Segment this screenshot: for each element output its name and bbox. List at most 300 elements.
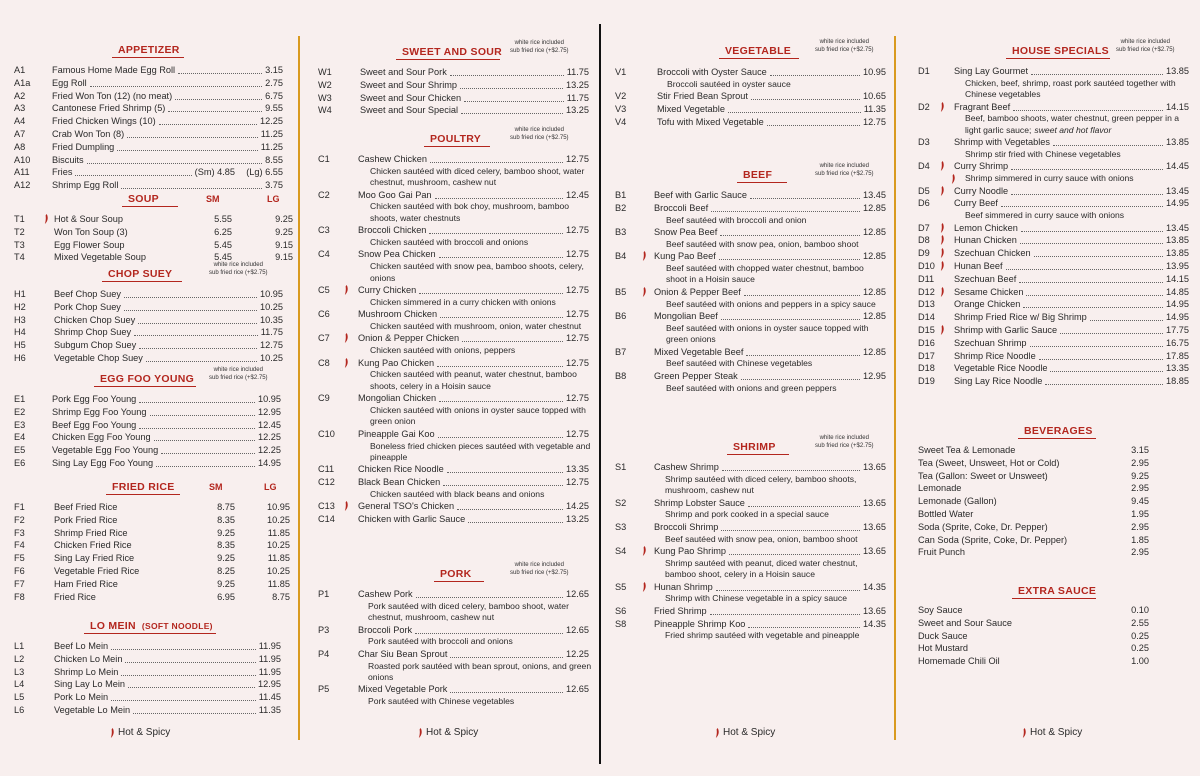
- item-name: Curry Beef: [954, 198, 998, 209]
- item-price: 12.85: [863, 251, 886, 262]
- section-header: [615, 39, 887, 61]
- section-title-text: EXTRA SAUCE: [1018, 585, 1097, 597]
- item-price: 10.25: [260, 301, 283, 312]
- item-name: Chicken Lo Mein: [54, 653, 123, 664]
- item-description-text: Beef, bamboo shoots, water chestnut, green pepper in a light garlic sauce;: [965, 113, 1180, 135]
- item-price: 14.15: [1166, 101, 1189, 112]
- menu-item-row: [918, 234, 1190, 247]
- rice-note: [510, 562, 569, 577]
- item-code: L6: [14, 704, 25, 715]
- menu-item-row: [918, 457, 1190, 470]
- item-list: [14, 393, 286, 470]
- item-description-text: Chicken sautéed with peanut, water chestnut, bamboo shoots, celery in a Hoisin sauce: [370, 369, 577, 391]
- item-price: 1.95: [1131, 508, 1149, 519]
- menu-column-2: [318, 0, 590, 776]
- section-title: [743, 169, 772, 181]
- item-name: Famous Home Made Egg Roll: [52, 65, 176, 75]
- menu-item-row: [918, 286, 1190, 299]
- item-code: S3: [615, 521, 627, 532]
- item-description-text: Pork sautéed with diced celery, bamboo shoot, water chestnut, mushroom, cashew nut: [368, 600, 569, 623]
- menu-item-row: [14, 406, 286, 419]
- menu-item-row: [918, 337, 1190, 350]
- menu-item-row: [14, 102, 286, 115]
- item-code: C2: [318, 189, 330, 200]
- item-price: 14.95: [258, 457, 281, 468]
- rice-note-line: white rice included: [514, 562, 564, 568]
- item-price: 12.95: [863, 370, 886, 381]
- item-name: Fragrant Beef: [954, 101, 1011, 112]
- item-name: Chicken with Garlic Sauce: [358, 514, 466, 525]
- item-name: Fried Chicken Wings (10): [52, 116, 156, 127]
- menu-item-row: [318, 624, 590, 637]
- item-name: Hunan Chicken: [954, 235, 1017, 246]
- item-code: D19: [918, 376, 935, 387]
- item-price: 13.85: [1166, 235, 1189, 246]
- item-price: 10.95: [258, 394, 281, 404]
- item-name: Chicken Chop Suey: [54, 314, 136, 325]
- item-code: C13: [318, 501, 335, 512]
- item-name: Sweet Tea & Lemonade: [918, 445, 1016, 455]
- menu-item-row: [918, 642, 1190, 655]
- item-name: Pork Chop Suey: [54, 301, 121, 312]
- menu-item-row: [918, 273, 1190, 286]
- item-name: Sing Lay Rice Noodle: [954, 376, 1043, 387]
- section-title-underline: [112, 57, 184, 58]
- item-code: E6: [14, 457, 26, 468]
- menu-item-row: [14, 166, 286, 179]
- item-list: [14, 64, 286, 192]
- item-price: 9.45: [1131, 496, 1149, 507]
- item-price: 13.65: [863, 605, 886, 616]
- item-code: D8: [918, 235, 930, 246]
- menu-item-row: [14, 239, 293, 252]
- item-code: A8: [14, 141, 26, 152]
- item-name: Pineapple Gai Koo: [358, 428, 435, 439]
- item-description: [368, 661, 592, 684]
- item-code: C12: [318, 477, 335, 488]
- item-name: Snow Pea Beef: [654, 227, 718, 237]
- item-name: Chicken Rice Noodle: [358, 464, 444, 475]
- item-name: Sweet and Sour Pork: [360, 67, 447, 77]
- menu-item-row: [918, 495, 1190, 508]
- section-egg-foo-young: [14, 367, 286, 470]
- chili-pepper-icon: [940, 325, 944, 334]
- item-price: 12.75: [566, 249, 589, 260]
- item-name: Snow Pea Chicken: [358, 249, 436, 260]
- item-code: D14: [918, 312, 935, 323]
- rice-note-line: white rice included: [514, 40, 564, 46]
- menu-item-row: [318, 153, 590, 166]
- item-description: [370, 166, 594, 189]
- section-title-text: POULTRY: [430, 133, 482, 145]
- item-code: L2: [14, 653, 25, 664]
- rice-note: [1116, 39, 1175, 54]
- menu-item-row: [918, 482, 1190, 495]
- menu-item-row: [918, 65, 1190, 78]
- item-description: [370, 201, 594, 224]
- item-name: Sing Lay Gourmet: [954, 66, 1029, 76]
- item-description-text: Shrimp with Chinese vegetable in a spicy sauce: [665, 593, 847, 604]
- menu-column-4: [918, 0, 1190, 776]
- item-code: H2: [14, 301, 26, 312]
- item-price: 14.95: [1166, 299, 1189, 310]
- item-name: Sweet and Sour Chicken: [360, 92, 462, 103]
- item-description: [965, 78, 1187, 101]
- item-name: Mixed Vegetable: [657, 104, 725, 114]
- rice-note: [815, 39, 874, 54]
- item-price: 12.75: [566, 285, 589, 296]
- item-price: 0.10: [1131, 605, 1149, 615]
- menu-item-row: [918, 247, 1190, 260]
- section-fried-rice: [14, 481, 290, 603]
- section-header: [14, 481, 286, 497]
- item-price: 6.75: [265, 90, 283, 101]
- section-beverages: [918, 425, 1190, 559]
- item-price: 12.95: [258, 679, 281, 690]
- menu-item-row: [318, 224, 590, 237]
- menu-item-row: [14, 419, 286, 432]
- section-title-underline: [84, 633, 216, 634]
- section-sweet-sour: [318, 40, 590, 117]
- item-name: Beef Lo Mein: [54, 641, 109, 651]
- item-code: D17: [918, 350, 935, 361]
- item-code: H1: [14, 289, 26, 299]
- item-description: [667, 79, 881, 90]
- item-code: F5: [14, 553, 25, 564]
- section-title-underline: [727, 454, 789, 455]
- section-pork: [318, 562, 592, 708]
- rice-note-line: sub fried rice (+$2.75): [1116, 46, 1175, 53]
- item-price: 11.45: [258, 692, 281, 703]
- menu-item-row: [918, 324, 1190, 337]
- item-price: 12.85: [863, 202, 886, 213]
- chili-pepper-icon: [940, 186, 944, 195]
- item-description-text: Pork sautéed with Chinese vegetables: [368, 696, 515, 707]
- item-price-lg: 10.95: [267, 502, 290, 512]
- chili-pepper-icon: [344, 358, 348, 367]
- section-title-text: HOUSE SPECIALS: [1012, 45, 1109, 57]
- menu-item-row: [14, 141, 286, 154]
- item-code: V2: [615, 91, 627, 102]
- item-code: D16: [918, 337, 935, 348]
- section-header: [318, 562, 590, 584]
- menu-item-row: [14, 578, 290, 591]
- item-description-text: Chicken sautéed with onions, peppers: [370, 345, 516, 356]
- item-name: Vegetable Chop Suey: [54, 352, 143, 363]
- item-name: Chicken Fried Rice: [54, 540, 132, 551]
- item-code: A2: [14, 90, 26, 101]
- item-code: C5: [318, 285, 330, 296]
- section-title: [100, 373, 194, 385]
- item-name: Shrimp Egg Foo Young: [52, 406, 147, 417]
- item-code: F8: [14, 591, 25, 602]
- rice-note-line: white rice included: [819, 435, 869, 441]
- item-name: Shrimp Lo Mein: [54, 666, 119, 677]
- item-name: Black Bean Chicken: [358, 477, 441, 488]
- menu-item-row: [14, 128, 286, 141]
- item-code: S8: [615, 618, 627, 629]
- rice-note-line: sub fried rice (+$2.75): [815, 46, 874, 53]
- item-description-text: Shrimp and pork cooked in a special sauce: [665, 509, 829, 520]
- menu-item-row: [615, 605, 887, 618]
- section-title-underline: [434, 581, 484, 582]
- section-title: [440, 568, 472, 580]
- item-name: Cashew Chicken: [358, 154, 427, 164]
- item-code: H6: [14, 352, 26, 363]
- menu-item-row: [14, 339, 286, 352]
- menu-item-row: [14, 314, 286, 327]
- item-name: Soy Sauce: [918, 605, 963, 615]
- item-name: Broccoli Pork: [358, 624, 413, 635]
- item-name: Shrimp with Garlic Sauce: [954, 325, 1058, 335]
- item-code: D5: [918, 185, 930, 196]
- item-price: 14.25: [566, 501, 589, 512]
- item-list: [14, 213, 293, 264]
- item-price: 12.75: [566, 393, 589, 404]
- item-price: 0.25: [1131, 630, 1149, 641]
- rice-note: [209, 262, 268, 277]
- rice-note-line: white rice included: [213, 367, 263, 373]
- section-title-text: CHOP SUEY: [108, 268, 173, 280]
- chili-pepper-icon: [110, 728, 115, 738]
- item-name: Beef Chop Suey: [54, 289, 121, 299]
- item-price: 14.95: [1166, 312, 1189, 323]
- rice-note-line: sub fried rice (+$2.75): [510, 569, 569, 576]
- chili-pepper-icon: [940, 102, 944, 111]
- item-code: L1: [14, 641, 25, 651]
- item-price: 13.65: [863, 462, 886, 472]
- item-price-lg: 9.15: [275, 239, 293, 250]
- item-description: [368, 601, 592, 624]
- menu-item-row: [14, 288, 286, 301]
- item-list: [14, 640, 286, 717]
- item-description-text: Shrimp sautéed with diced celery, bamboo shoots, mushroom, cashew nut: [665, 473, 857, 496]
- section-header: [918, 585, 1190, 601]
- menu-item-row: [14, 352, 286, 365]
- item-code: F3: [14, 527, 25, 538]
- menu-item-row: [615, 521, 887, 534]
- item-price: 11.25: [260, 141, 283, 152]
- item-name: Soda (Sprite, Coke, Dr. Pepper): [918, 521, 1048, 532]
- item-code: D18: [918, 363, 935, 374]
- section-title-text: SWEET AND SOUR: [402, 46, 503, 58]
- section-appetizer: [14, 44, 286, 192]
- chili-pepper-icon: [44, 214, 48, 223]
- item-code: B3: [615, 227, 627, 237]
- item-description: [370, 489, 594, 500]
- item-code: C10: [318, 428, 335, 439]
- size-header-lg: LG: [267, 194, 280, 204]
- item-description-text: Chicken sautéed with broccoli and onions: [370, 237, 529, 248]
- item-name: Sing Lay Fried Rice: [54, 553, 135, 564]
- item-description-text: Chicken sautéed with diced celery, bamboo shoot, water chestnut, mushroom, cashew nut: [370, 165, 585, 188]
- item-code: P4: [318, 648, 330, 659]
- menu-item-row: [14, 591, 290, 604]
- hot-spicy-legend: [715, 727, 775, 738]
- item-name: Mixed Vegetable Beef: [654, 346, 744, 357]
- item-code: S6: [615, 605, 627, 616]
- section-title-text: BEEF: [743, 169, 773, 181]
- menu-item-row: [615, 90, 887, 103]
- section-title-underline: [1006, 58, 1110, 59]
- item-name: General TSO's Chicken: [358, 501, 455, 512]
- item-price: 12.75: [260, 340, 283, 351]
- item-name: Chicken Egg Foo Young: [52, 432, 151, 443]
- rice-note-line: white rice included: [514, 127, 564, 133]
- item-name: Cashew Pork: [358, 589, 413, 599]
- section-title: [725, 45, 791, 57]
- menu-item-row: [14, 301, 286, 314]
- menu-item-row: [318, 357, 590, 370]
- menu-item-row: [918, 604, 1190, 617]
- item-price: 12.65: [566, 589, 589, 599]
- item-description: [666, 323, 880, 346]
- item-price: 3.15: [265, 65, 283, 75]
- item-code: T1: [14, 214, 25, 224]
- item-code: L4: [14, 679, 25, 690]
- menu-item-row: [615, 461, 887, 474]
- item-name: Homemade Chili Oil: [918, 656, 1000, 667]
- item-price-sm: 8.35: [217, 514, 235, 525]
- menu-item-row: [14, 326, 286, 339]
- item-description: [965, 210, 1187, 221]
- item-price-sm: 5.45: [214, 239, 232, 250]
- item-name: Szechuan Shrimp: [954, 337, 1027, 348]
- item-price: 1.85: [1131, 534, 1149, 545]
- item-description-text: Beef sautéed with broccoli and onion: [666, 214, 807, 225]
- menu-item-row: [615, 497, 887, 510]
- section-header: [318, 40, 590, 62]
- item-price: 11.25: [260, 128, 283, 139]
- item-description-text: Chicken simmered in a curry chicken with onions: [370, 296, 556, 307]
- item-list: [318, 588, 590, 708]
- section-vegetable: [615, 39, 887, 129]
- item-description-text: Chicken, beef, shrimp, roast pork sautéed together with Chinese vegetables: [965, 77, 1176, 100]
- item-price: 13.85: [1166, 248, 1189, 259]
- item-code: A10: [14, 154, 31, 165]
- item-list: [14, 501, 290, 603]
- item-code: P1: [318, 589, 330, 599]
- menu-item-row: [918, 298, 1190, 311]
- item-code: B8: [615, 370, 627, 381]
- item-price: 18.85: [1166, 376, 1189, 387]
- item-code: F6: [14, 565, 25, 576]
- menu-item-row: [615, 189, 887, 202]
- item-name: Curry Chicken: [358, 285, 417, 296]
- item-description-text: Shrimp sautéed with peanut, diced water chestnut, bamboo shoot, celery in a Hoisin sauce: [665, 557, 858, 580]
- item-code: C8: [318, 357, 330, 368]
- item-name: Beef with Garlic Sauce: [654, 190, 747, 200]
- item-price: 13.85: [1166, 66, 1189, 76]
- item-price: 10.65: [863, 91, 886, 102]
- item-name: Sweet and Sour Special: [360, 105, 459, 116]
- menu-item-row: [318, 66, 590, 79]
- item-description-text: Beef sautéed with chopped water chestnut, bamboo shoot in a Hoisin sauce: [666, 263, 864, 285]
- size-header-lg: LG: [264, 482, 277, 492]
- menu-item-row: [918, 521, 1190, 534]
- item-price: 2.55: [1131, 617, 1149, 628]
- section-title-underline: [1012, 598, 1096, 599]
- menu-item-row: [14, 691, 286, 704]
- item-code: T3: [14, 239, 25, 250]
- item-list: [615, 189, 887, 394]
- item-description: [370, 261, 594, 284]
- menu-item-row: [318, 284, 590, 297]
- item-name: Mongolian Chicken: [358, 393, 437, 404]
- rice-note-line: sub fried rice (+$2.75): [209, 269, 268, 276]
- item-list: [615, 461, 887, 642]
- item-name: Kung Pao Chicken: [358, 357, 435, 368]
- menu-column-3: [615, 0, 887, 776]
- item-price: 12.85: [863, 311, 886, 322]
- item-name: Curry Noodle: [954, 185, 1009, 196]
- item-name: Lemonade: [918, 483, 962, 494]
- menu-item-row: [615, 581, 887, 594]
- item-name: Shrimp Egg Roll: [52, 180, 119, 191]
- section-chop-suey: [14, 262, 286, 365]
- item-code: A1a: [14, 77, 31, 88]
- item-code: E3: [14, 419, 26, 430]
- item-price: 12.85: [863, 286, 886, 297]
- chili-pepper-icon: [940, 261, 944, 270]
- item-price: 14.15: [1166, 273, 1189, 284]
- item-name: Sweet and Sour Sauce: [918, 617, 1012, 628]
- item-description-text: Beef sautéed with snow pea, onion, bamboo shoot: [665, 533, 858, 544]
- item-code: D3: [918, 137, 930, 148]
- item-list: [918, 604, 1190, 668]
- item-price-lg: 9.25: [275, 226, 293, 237]
- menu-item-row: [918, 508, 1190, 521]
- menu-item-row: [14, 565, 290, 578]
- item-description-text: Beef sautéed with onions and peppers in a spicy sauce: [666, 298, 876, 309]
- item-name: Kung Pao Beef: [654, 251, 716, 262]
- item-name: Vegetable Lo Mein: [54, 704, 131, 715]
- menu-item-row: [918, 185, 1190, 198]
- item-price: (Lg) 6.55: [246, 167, 283, 178]
- section-poultry: [318, 127, 591, 526]
- item-code: V3: [615, 104, 627, 114]
- item-name: Beef Fried Rice: [54, 502, 118, 512]
- item-code: C1: [318, 154, 330, 164]
- item-price: 12.65: [566, 624, 589, 635]
- item-price-sm: 6.95: [217, 591, 235, 602]
- item-name: Shrimp Rice Noodle: [954, 350, 1036, 361]
- item-name: Duck Sauce: [918, 630, 968, 641]
- item-price: 9.25: [1131, 470, 1149, 481]
- menu-item-row: [918, 311, 1190, 324]
- menu-item-row: [14, 666, 286, 679]
- menu-item-row: [14, 501, 290, 514]
- item-description-text: Roasted pork sautéed with bean sprout, onions, and green onions: [368, 660, 592, 683]
- item-price: 14.85: [1166, 286, 1189, 297]
- menu-item-row: [14, 226, 293, 239]
- item-name: Broccoli Chicken: [358, 225, 427, 236]
- item-description-text: Shrimp stir fried with Chinese vegetables: [965, 149, 1121, 160]
- menu-item-row: [918, 470, 1190, 483]
- item-price-lg: 8.75: [272, 591, 290, 602]
- item-name: Moo Goo Gai Pan: [358, 189, 432, 200]
- item-description: [370, 405, 594, 428]
- item-price: 13.45: [1166, 185, 1189, 196]
- item-description: [665, 474, 881, 497]
- section-lo-mein: [14, 620, 286, 717]
- item-code: B5: [615, 286, 627, 297]
- item-list: [14, 288, 286, 365]
- item-price: 12.75: [566, 357, 589, 368]
- column-divider: [894, 36, 896, 740]
- item-name: Egg Roll: [52, 77, 87, 88]
- item-description-text: Fried shrimp sautéed with vegetable and pineapple: [665, 630, 860, 641]
